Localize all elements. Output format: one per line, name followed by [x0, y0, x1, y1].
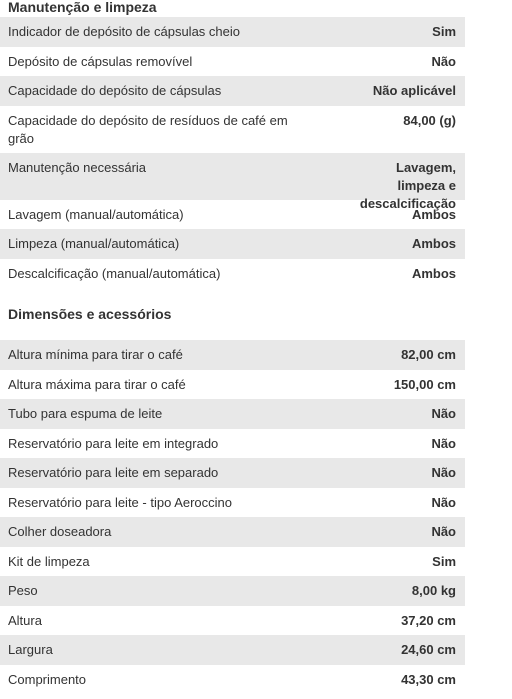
table-row: [0, 76, 465, 106]
table-row: [0, 458, 465, 488]
spec-value: Não: [431, 465, 456, 480]
spec-value: Não: [431, 435, 456, 451]
spec-value: 8,00 kg: [411, 583, 456, 598]
spec-value: 84,00 (g): [403, 112, 456, 128]
table-row: [0, 370, 465, 400]
spec-value: 24,60 cm: [401, 642, 456, 657]
spec-value: Sim: [432, 553, 456, 569]
spec-value: Lavagem, limpeza e descalcificação: [359, 159, 456, 211]
spec-label: Tubo para espuma de leite: [8, 406, 163, 421]
spec-value: Ambos: [411, 206, 456, 222]
spec-value: Sim: [432, 24, 456, 39]
spec-label: Lavagem (manual/automática): [8, 206, 184, 222]
spec-label: Kit de limpeza: [8, 553, 90, 569]
spec-value: 43,30 cm: [401, 671, 456, 687]
spec-label: Manutenção necessária: [8, 159, 147, 175]
table-row: [0, 576, 465, 606]
table-row: [0, 340, 465, 370]
table-row: [0, 229, 465, 259]
spec-label: Indicador de depósito de cápsulas cheio: [8, 24, 240, 39]
table-row: [0, 399, 465, 429]
spec-value: Ambos: [411, 265, 456, 281]
spec-label: Reservatório para leite em separado: [8, 465, 219, 480]
table-row: [0, 488, 465, 518]
spec-value: 37,20 cm: [401, 612, 456, 628]
spec-label: Altura mínima para tirar o café: [8, 347, 183, 362]
spec-value: Não: [431, 406, 456, 421]
spec-label: Comprimento: [8, 671, 87, 687]
section-title-dimensions: Dimensões e acessórios: [8, 306, 172, 322]
table-row: [0, 665, 465, 695]
table-row: [0, 635, 465, 665]
table-row: [0, 106, 465, 153]
spec-label: Reservatório para leite em integrado: [8, 435, 219, 451]
spec-label: Largura: [8, 642, 53, 657]
spec-value: Não: [431, 494, 456, 510]
dimensions-spec-table: [0, 340, 465, 694]
table-row: [0, 429, 465, 459]
table-row: [0, 200, 465, 230]
section-title-maintenance: Manutenção e limpeza: [8, 0, 157, 15]
spec-value: Ambos: [411, 236, 456, 251]
spec-label: Depósito de cápsulas removível: [8, 53, 193, 69]
spec-label: Altura: [8, 612, 42, 628]
table-row: [0, 259, 465, 289]
spec-value: 150,00 cm: [393, 376, 456, 392]
maintenance-spec-table: [0, 17, 465, 288]
spec-label: Reservatório para leite - tipo Aeroccino: [8, 494, 233, 510]
spec-label: Capacidade do depósito de cápsulas: [8, 83, 222, 98]
spec-label: Limpeza (manual/automática): [8, 236, 180, 251]
spec-value: Não: [431, 53, 456, 69]
spec-label: Altura máxima para tirar o café: [8, 376, 186, 392]
spec-label: Descalcificação (manual/automática): [8, 265, 221, 281]
spec-value: 82,00 cm: [401, 347, 456, 362]
table-row: [0, 517, 465, 547]
table-row: [0, 547, 465, 577]
spec-label: Capacidade do depósito de resíduos de café em grão: [8, 112, 288, 146]
table-row: [0, 606, 465, 636]
table-row: [0, 17, 465, 47]
table-row: [0, 153, 465, 211]
spec-value: Não: [431, 524, 456, 539]
table-row: [0, 47, 465, 77]
spec-label: Colher doseadora: [8, 524, 112, 539]
spec-value: Não aplicável: [372, 83, 456, 98]
spec-label: Peso: [8, 583, 38, 598]
